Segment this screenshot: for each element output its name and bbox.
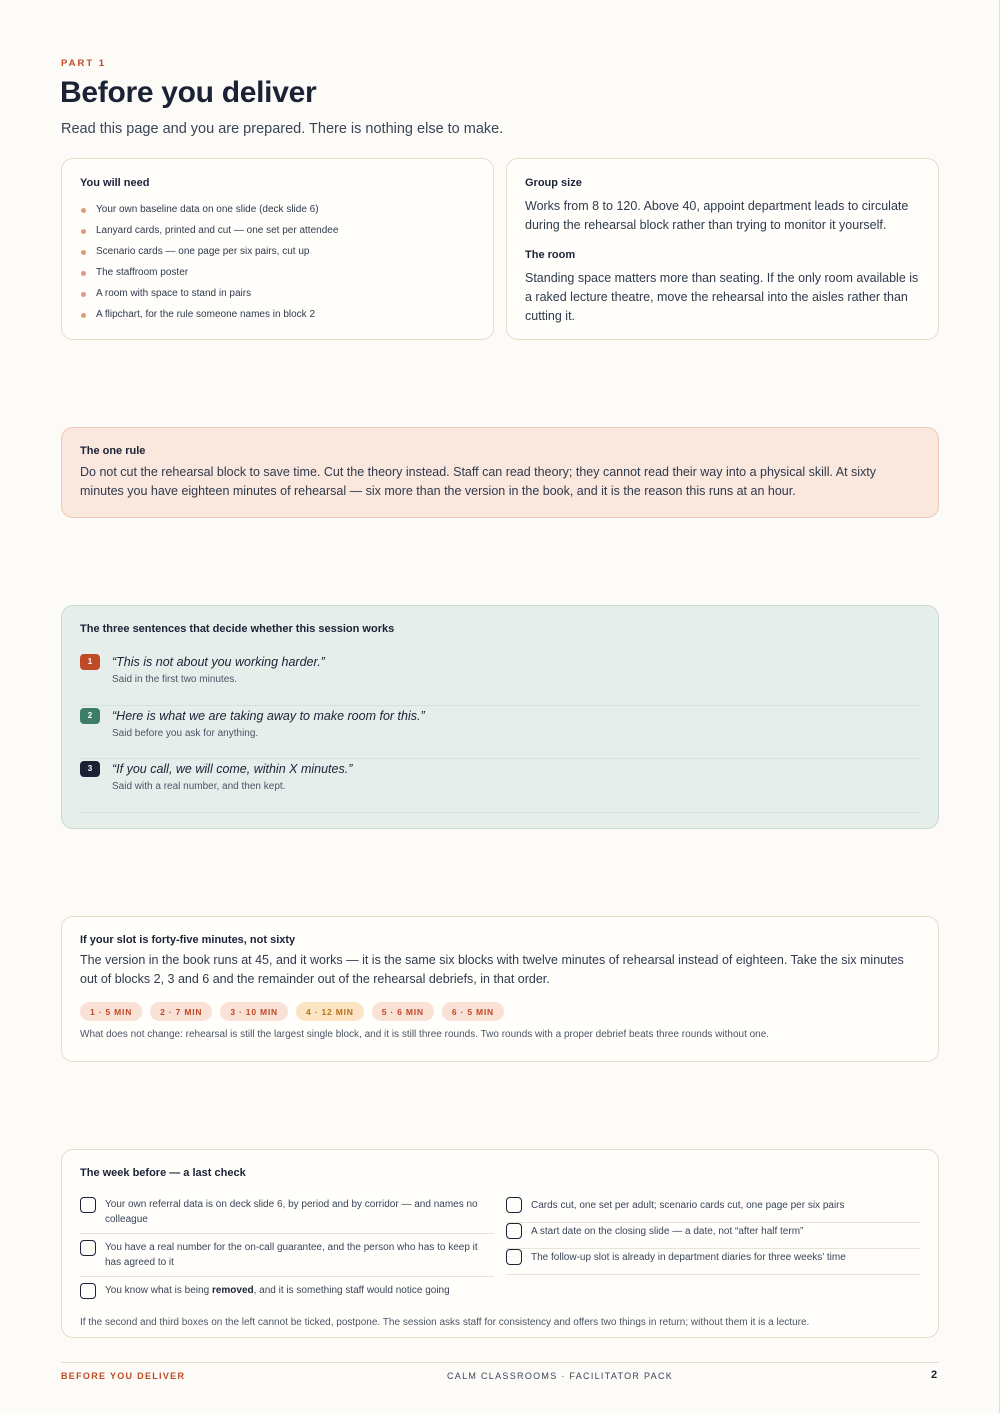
sentence-item	[80, 706, 920, 760]
sentence-item	[80, 652, 920, 706]
sentence-note: Said in the first two minutes.	[112, 674, 238, 685]
checkbox[interactable]	[506, 1223, 522, 1239]
checklist-text: Cards cut, one set per adult; scenario cards cut, one page per six pairs	[531, 1200, 845, 1211]
forty-five-minute-card	[61, 916, 939, 1062]
checklist-item[interactable]	[506, 1197, 920, 1223]
block-chip-highlight: 4 · 12 MIN	[296, 1002, 364, 1021]
forty-five-heading: If your slot is forty-five minutes, not sixty	[80, 934, 296, 946]
part-label: PART 1	[61, 58, 107, 69]
sentence-number-badge: 3	[80, 761, 100, 777]
footer-section-label: BEFORE YOU DELIVER	[61, 1371, 186, 1381]
group-size-heading: Group size	[525, 177, 582, 189]
list-item: Your own baseline data on one slide (deck slide 6)	[80, 204, 475, 225]
three-sentences-card	[61, 605, 939, 829]
one-rule-heading: The one rule	[80, 445, 146, 457]
checklist-item[interactable]	[506, 1249, 920, 1275]
one-rule-card	[61, 427, 939, 518]
block-chip: 6 · 5 MIN	[442, 1002, 504, 1021]
checklist-text: Your own referral data is on deck slide 6, by period and by corridor — and names no colleague	[105, 1199, 478, 1225]
checklist-text: A start date on the closing slide — a date, not “after half term”	[531, 1226, 804, 1237]
checklist-item[interactable]	[80, 1283, 494, 1305]
checklist-text: You have a real number for the on-call guarantee, and the person who has to keep it has agreed to it	[105, 1242, 478, 1268]
you-will-need-card	[61, 158, 494, 340]
sentence-number-badge: 2	[80, 708, 100, 724]
page-title: Before you deliver	[60, 76, 317, 109]
block-timing-chips	[80, 1002, 920, 1021]
checklist-text: You know what is being removed, and it is something staff would notice going	[105, 1285, 450, 1296]
sentence-number-badge: 1	[80, 654, 100, 670]
needs-list	[80, 204, 475, 330]
sentence-quote: “Here is what we are taking away to make room for this.”	[112, 708, 425, 723]
block-chip: 5 · 6 MIN	[372, 1002, 434, 1021]
sentence-quote: “This is not about you working harder.”	[112, 655, 325, 669]
week-before-footnote: If the second and third boxes on the left cannot be ticked, postpone. The session asks staff for consistency and offers two things in return; without them it is a lecture.	[80, 1317, 810, 1328]
room-text: Standing space matters more than seating. If the only room available is a raked lecture theatre, move the rehearsal into the aisles rather than cutting it.	[525, 271, 919, 323]
group-size-text: Works from 8 to 120. Above 40, appoint department leads to circulate during the rehearsal block rather than trying to monitor it yourself.	[525, 199, 909, 232]
checkbox[interactable]	[506, 1197, 522, 1213]
three-sentences-heading: The three sentences that decide whether this session works	[80, 623, 395, 635]
checklist-left	[80, 1197, 494, 1311]
list-item: A room with space to stand in pairs	[80, 288, 475, 309]
list-item: Scenario cards — one page per six pairs, cut up	[80, 246, 475, 267]
sentence-item	[80, 759, 920, 813]
one-rule-text: Do not cut the rehearsal block to save time. Cut the theory instead. Staff can read theory; they cannot read their way into a physical skill. At sixty minutes you have eighteen minutes of rehearsal — six more than the version in the book, and it is the reason this runs at an hour.	[80, 465, 877, 498]
list-item: Lanyard cards, printed and cut — one set per attendee	[80, 225, 475, 246]
forty-five-note: What does not change: rehearsal is still the largest single block, and it is still three rounds. Two rounds with a proper debrief beats three rounds without one.	[80, 1029, 770, 1040]
block-chip: 1 · 5 MIN	[80, 1002, 142, 1021]
checklist-text: The follow-up slot is already in department diaries for three weeks’ time	[531, 1252, 846, 1263]
week-before-heading: The week before — a last check	[80, 1167, 246, 1179]
sentence-note: Said before you ask for anything.	[112, 727, 259, 739]
forty-five-text: The version in the book runs at 45, and it works — it is the same six blocks with twelve minutes of rehearsal instead of eighteen. Take the six minutes out of blocks 2, 3 and 6 and the remainder out of the rehearsal debriefs, in that order.	[80, 953, 904, 986]
list-item: The staffroom poster	[80, 267, 475, 288]
page-subtitle: Read this page and you are prepared. There is nothing else to make.	[61, 121, 504, 137]
sentence-quote: “If you call, we will come, within X minutes.”	[112, 762, 353, 776]
checklist-item[interactable]	[80, 1197, 494, 1234]
checklist-item[interactable]	[506, 1223, 920, 1249]
checkbox[interactable]	[80, 1283, 96, 1299]
checkbox[interactable]	[80, 1240, 96, 1256]
room-heading: The room	[525, 249, 576, 261]
footer-pack-title: CALM CLASSROOMS · FACILITATOR PACK	[447, 1371, 674, 1381]
page-number: 2	[931, 1369, 938, 1381]
group-size-card	[506, 158, 939, 340]
block-chip: 2 · 7 MIN	[150, 1002, 212, 1021]
list-item: A flipchart, for the rule someone names in block 2	[80, 309, 475, 330]
you-will-need-heading: You will need	[80, 177, 150, 189]
week-before-card	[61, 1149, 939, 1338]
checklist-item[interactable]	[80, 1240, 494, 1277]
sentence-list	[80, 652, 920, 813]
sentence-note: Said with a real number, and then kept.	[112, 781, 286, 792]
checkbox[interactable]	[80, 1197, 96, 1213]
checklist-right	[506, 1197, 920, 1311]
block-chip: 3 · 10 MIN	[220, 1002, 288, 1021]
checkbox[interactable]	[506, 1249, 522, 1265]
footer-divider	[61, 1362, 939, 1363]
